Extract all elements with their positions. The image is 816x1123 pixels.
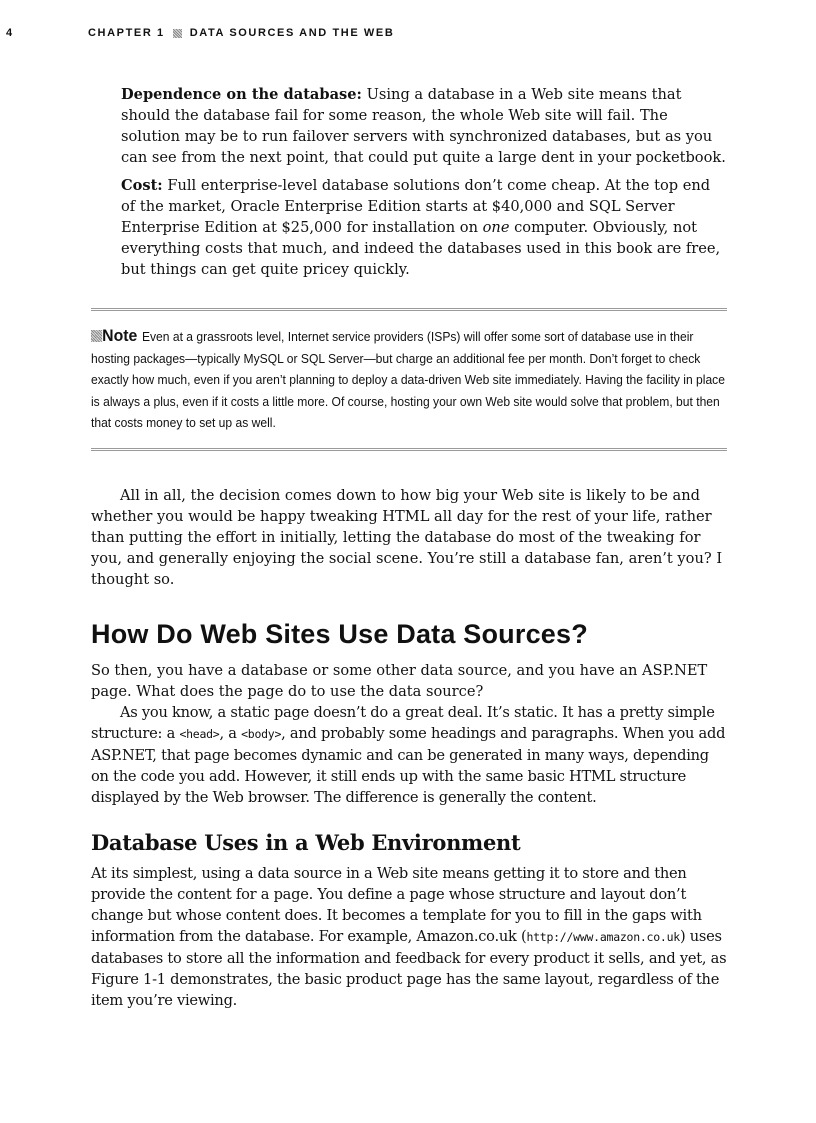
note-box: [91, 308, 727, 451]
code-body: <body>: [241, 726, 282, 741]
chapter-label: CHAPTER 1: [88, 27, 165, 39]
page-number: 4: [6, 27, 14, 39]
bullet-term: Dependence on the database:: [121, 86, 362, 103]
note-icon: [91, 330, 102, 342]
text-run: ) uses databases to store all the information and feedback for every product it sells, and yet, as Figure 1-1 demonstrates, the basic product page has the same layout, regardless of the item you’re viewing.: [91, 927, 727, 1009]
note-text: [91, 325, 726, 434]
text-run: , and probably some headings and paragraphs. When you add ASP.NET, that page becomes dynamic and can be generated in many ways, depending on the code you add. However, it still ends up with the same basic HTML structure displayed by the Web browser. The difference is generally the content.: [91, 724, 726, 806]
bullet-text: Using a database in a Web site means that should the database fail for some reason, the whole Web site will fail. The solution may be to run failover servers with synchronized databases, but as you can see from the next point, that could put quite a large dent in your pocketbook.: [121, 86, 726, 166]
section-intro: So then, you have a database or some other data source, and you have an ASP.NET page. What does the page do to use the data source?: [91, 661, 708, 700]
text-run: As you know, a static page doesn’t do a great deal. It’s static. It has a pretty simple structure: a: [91, 703, 715, 742]
subsection-paragraph: [91, 863, 727, 1011]
text-run: At its simplest, using a data source in a Web site means getting it to store and then provide the content for a page. You define a page whose structure and layout don’t change but whose content does. It becomes a template for you to fill in the gaps with information from the database. For example, Amazon.co.uk (: [91, 864, 702, 945]
page-header: [0, 27, 816, 45]
section-heading: How Do Web Sites Use Data Sources?: [91, 618, 588, 649]
bullet-text: computer. Obviously, not everything costs that much, and indeed the databases used in this book are free, but things can get quite pricey quickly.: [121, 219, 721, 278]
bullet-cost: [121, 175, 727, 280]
separator-square-icon: [173, 29, 182, 38]
section-paragraph-2: [91, 702, 727, 808]
paragraph-all-in-all: All in all, the decision comes down to how big your Web site is likely to be and whether you would be happy tweaking HTML all day for the rest of your life, rather than putting the effort in initially, letting the database do most of the tweaking for you, and generally enjoying the social scene. You’re still a database fan, aren’t you? I thought so.: [91, 486, 723, 588]
bullet-text: Full enterprise-level database solutions don’t come cheap. At the top end of the market, Oracle Enterprise Edition starts at $40,000 and SQL Server Enterprise Edition at $25,000 for installation on: [121, 177, 711, 236]
chapter-title: DATA SOURCES AND THE WEB: [189, 27, 395, 39]
bullet-term: Cost:: [121, 177, 163, 194]
page-body: [91, 84, 727, 1011]
note-label: Note: [102, 326, 138, 345]
subsection-heading: Database Uses in a Web Environment: [91, 829, 521, 855]
bullet-dependence: [121, 84, 727, 168]
note-body: Even at a grassroots level, Internet service providers (ISPs) will offer some sort of database use in their hosting packages—typically MySQL or SQL Server—but charge an additional fee per month. Don’t forget to check exactly how much, even if you aren’t planning to deploy a data-driven Web site immediately. Having the facility in place is always a plus, even if it costs a little more. Of course, hosting your own Web site would solve that problem, but then that costs money to set up as well.: [91, 329, 725, 430]
text-run: , a: [219, 724, 242, 742]
code-head: <head>: [179, 726, 220, 741]
running-head: [88, 27, 394, 39]
bullet-emphasis: one: [482, 219, 510, 236]
amazon-url: http://www.amazon.co.uk: [526, 929, 680, 944]
